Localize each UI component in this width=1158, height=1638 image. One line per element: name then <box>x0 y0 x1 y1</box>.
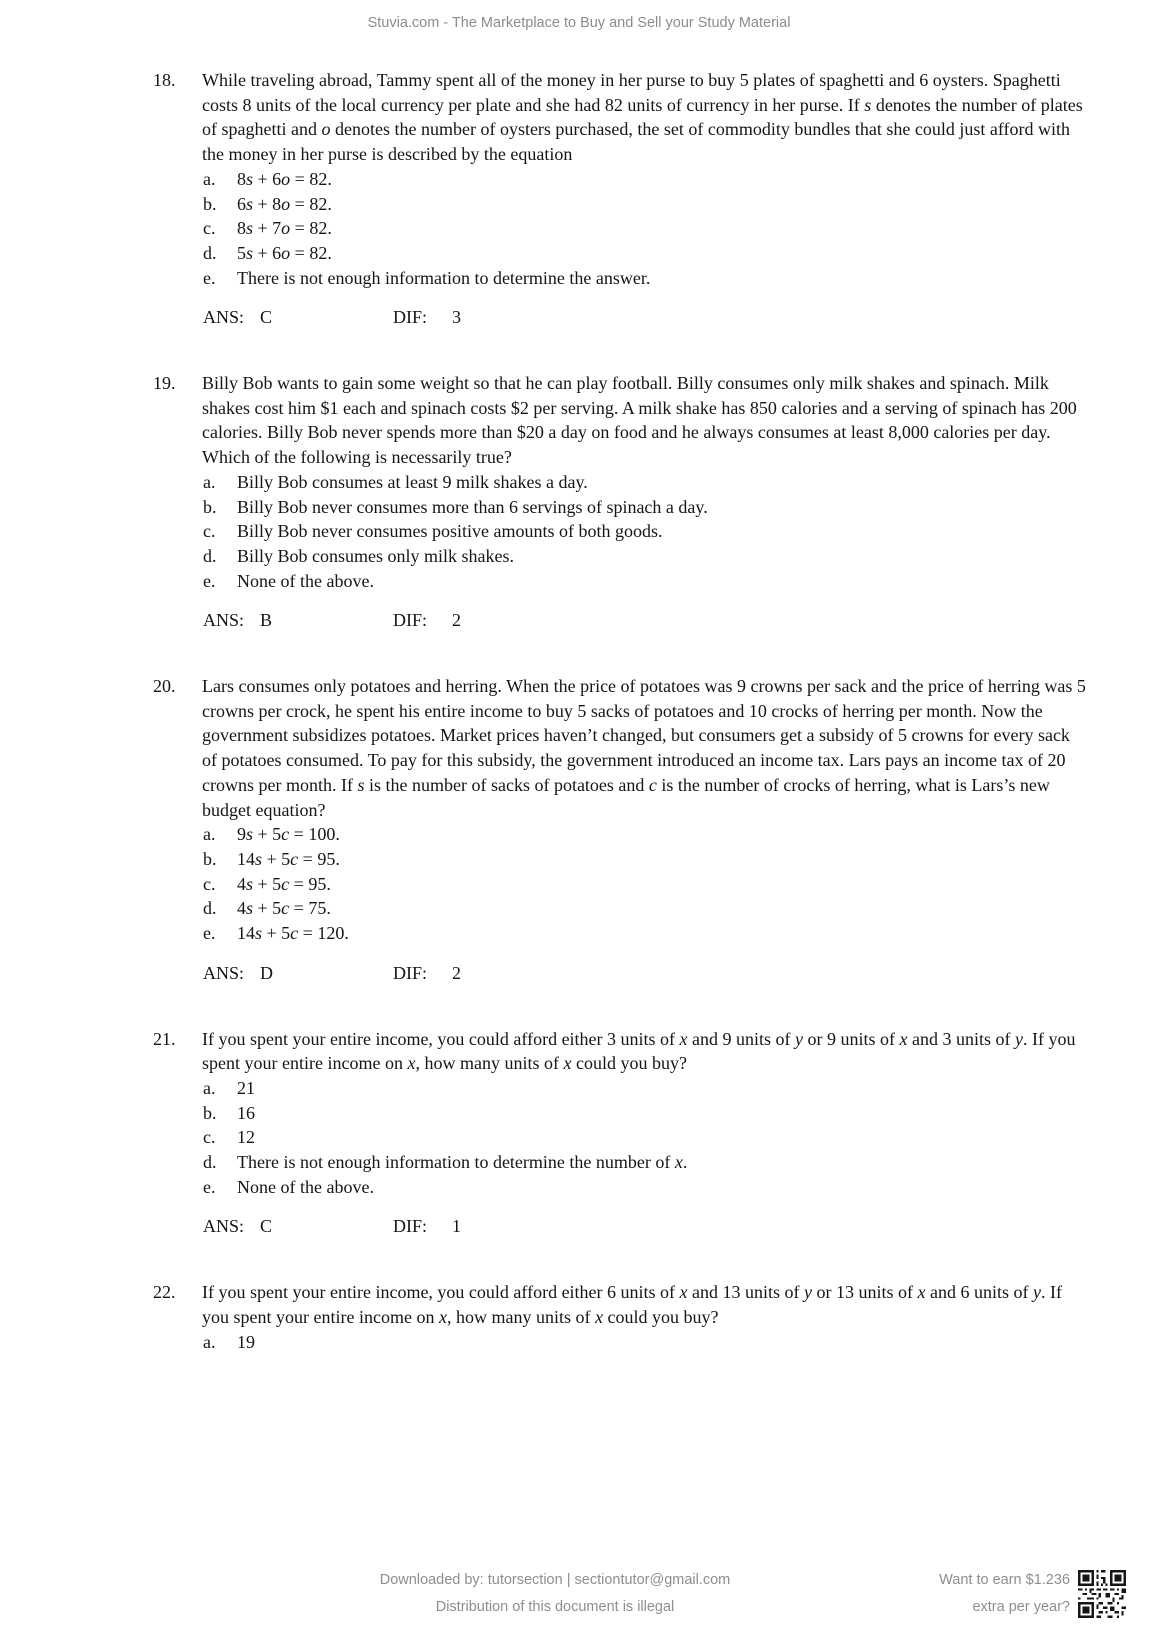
option-letter: a. <box>203 1331 216 1352</box>
option-d <box>203 896 1088 921</box>
option-e <box>203 569 1088 594</box>
answer-value: D <box>260 962 273 983</box>
option-text: 8s + 6o = 82. <box>237 168 332 189</box>
question-body <box>153 1280 1088 1329</box>
difficulty-label: DIF: <box>393 1216 428 1237</box>
option-letter: a. <box>203 824 216 845</box>
answer-row <box>203 961 1088 986</box>
questions-content <box>153 68 1088 1354</box>
option-letter: c. <box>203 1127 216 1148</box>
answer-row <box>203 305 1088 330</box>
option-text: Billy Bob never consumes positive amounts of both goods. <box>237 521 663 542</box>
option-letter: a. <box>203 168 216 189</box>
option-a <box>203 167 1088 192</box>
question-number: 20. <box>153 676 176 697</box>
option-letter: a. <box>203 1077 216 1098</box>
option-letter: d. <box>203 242 217 263</box>
earn-line1: Want to earn $1.236 <box>939 1572 1070 1588</box>
page-header-title: Stuvia.com - The Marketplace to Buy and Sell your Study Material <box>367 15 791 31</box>
answer-row <box>203 608 1088 633</box>
option-letter: b. <box>203 193 217 214</box>
option-text: None of the above. <box>237 570 374 591</box>
question-text: While traveling abroad, Tammy spent all of the money in her purse to buy 5 plates of spaghetti and 6 oysters. Spaghetti costs 8 units of the local currency per plate and she had 82 units of currency in her purse. If s denotes the number of plates of spaghetti and o denotes the number of oysters purchased, the set of commodity bundles that she could just afford with the money in her purse is described by the equation <box>202 70 1083 165</box>
difficulty-value: 2 <box>452 610 461 631</box>
option-text: 16 <box>237 1102 255 1123</box>
option-text: 12 <box>237 1127 255 1148</box>
option-letter: e. <box>203 923 216 944</box>
option-d <box>203 241 1088 266</box>
option-d <box>203 544 1088 569</box>
option-text: 6s + 8o = 82. <box>237 193 332 214</box>
option-text: 21 <box>237 1077 255 1098</box>
option-a <box>203 1076 1088 1101</box>
option-e <box>203 1175 1088 1200</box>
question-text: If you spent your entire income, you could afford either 6 units of x and 13 units of y or 13 units of x and 6 units of y. If you spent your entire income on x, how many units of x could you buy? <box>202 1282 1063 1327</box>
answer-value: C <box>260 1216 273 1237</box>
option-letter: c. <box>203 218 216 239</box>
option-letter: b. <box>203 496 217 517</box>
option-d <box>203 1150 1088 1175</box>
footer-earn-promo <box>939 1567 1126 1621</box>
option-letter: b. <box>203 848 217 869</box>
option-text: 9s + 5c = 100. <box>237 824 340 845</box>
option-b <box>203 495 1088 520</box>
question-22 <box>153 1280 1088 1354</box>
option-c <box>203 1125 1088 1150</box>
option-letter: a. <box>203 471 216 492</box>
option-e <box>203 266 1088 291</box>
downloaded-by-text: Downloaded by: tutorsection | sectiontutor@gmail.com <box>379 1572 731 1588</box>
option-text: 4s + 5c = 95. <box>237 873 331 894</box>
question-number: 22. <box>153 1282 176 1303</box>
question-18 <box>153 68 1088 330</box>
question-number: 19. <box>153 373 176 394</box>
option-text: 19 <box>237 1331 255 1352</box>
answer-row <box>203 1214 1088 1239</box>
option-text: 14s + 5c = 95. <box>237 848 340 869</box>
answer-label: ANS: <box>203 962 245 983</box>
option-e <box>203 921 1088 946</box>
option-text: 14s + 5c = 120. <box>237 923 349 944</box>
question-text: Lars consumes only potatoes and herring. When the price of potatoes was 9 crowns per sack and the price of herring was 5 crowns per crock, he spent his entire income to buy 5 sacks of potatoes and 10 crocks of herring per month. Now the government subsidizes potatoes. Market prices haven’t changed, but consumers get a subsidy of 5 crowns for every sack of potatoes consumed. To pay for this subsidy, the government introduced an income tax. Lars pays an income tax of 20 crowns per month. If s is the number of sacks of potatoes and c is the number of crocks of herring, what is Lars’s new budget equation? <box>202 676 1086 820</box>
question-20 <box>153 674 1088 985</box>
option-letter: d. <box>203 545 217 566</box>
question-19 <box>153 371 1088 633</box>
difficulty-label: DIF: <box>393 962 428 983</box>
option-letter: c. <box>203 521 216 542</box>
answer-label: ANS: <box>203 307 245 328</box>
difficulty-value: 1 <box>452 1216 461 1237</box>
option-b <box>203 847 1088 872</box>
question-number: 21. <box>153 1028 176 1049</box>
question-body <box>153 1027 1088 1076</box>
question-body <box>153 68 1088 167</box>
question-number: 18. <box>153 70 176 90</box>
question-text: If you spent your entire income, you could afford either 3 units of x and 9 units of y or 9 units of x and 3 units of y. If you spent your entire income on x, how many units of x could you buy? <box>202 1028 1076 1074</box>
question-body <box>153 371 1088 470</box>
option-text: There is not enough information to determine the number of x. <box>237 1152 688 1173</box>
option-b <box>203 1101 1088 1126</box>
option-text: None of the above. <box>237 1176 374 1197</box>
earn-line2: extra per year? <box>972 1599 1070 1615</box>
option-a <box>203 1330 1088 1355</box>
option-text: Billy Bob consumes at least 9 milk shakes a day. <box>237 471 588 492</box>
option-c <box>203 872 1088 897</box>
difficulty-label: DIF: <box>393 307 428 328</box>
answer-label: ANS: <box>203 610 245 631</box>
option-letter: e. <box>203 267 216 288</box>
question-21 <box>153 1027 1088 1240</box>
option-c <box>203 519 1088 544</box>
option-text: Billy Bob consumes only milk shakes. <box>237 545 514 566</box>
option-text: 5s + 6o = 82. <box>237 242 332 263</box>
option-letter: c. <box>203 873 216 894</box>
answer-value: C <box>260 307 273 328</box>
question-text: Billy Bob wants to gain some weight so that he can play football. Billy consumes only milk shakes and spinach. Milk shakes cost him $1 each and spinach costs $2 per serving. A milk shake has 850 calories and a serving of spinach has 200 calories. Billy Bob never spends more than $20 a day on food and he always consumes at least 8,000 calories per day. Which of the following is necessarily true? <box>202 373 1077 468</box>
option-a <box>203 470 1088 495</box>
difficulty-value: 3 <box>452 307 461 328</box>
option-a <box>203 822 1088 847</box>
option-text: 8s + 7o = 82. <box>237 218 332 239</box>
difficulty-label: DIF: <box>393 610 428 631</box>
option-text: Billy Bob never consumes more than 6 servings of spinach a day. <box>237 496 708 517</box>
distribution-warning-text: Distribution of this document is illegal <box>435 1599 675 1615</box>
option-b <box>203 192 1088 217</box>
question-body <box>153 674 1088 822</box>
difficulty-value: 2 <box>452 962 461 983</box>
answer-value: B <box>260 610 273 631</box>
qr-code-icon <box>1078 1569 1126 1619</box>
option-text: 4s + 5c = 75. <box>237 898 331 919</box>
option-text: There is not enough information to determine the answer. <box>237 267 651 288</box>
option-letter: e. <box>203 1176 216 1197</box>
earn-text <box>939 1567 1070 1621</box>
option-letter: e. <box>203 570 216 591</box>
option-c <box>203 216 1088 241</box>
answer-label: ANS: <box>203 1216 245 1237</box>
option-letter: d. <box>203 1152 217 1173</box>
option-letter: d. <box>203 898 217 919</box>
option-letter: b. <box>203 1102 217 1123</box>
